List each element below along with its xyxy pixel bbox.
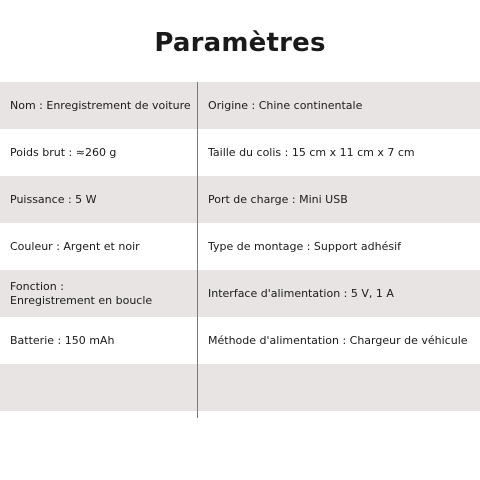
spec-weight: Poids brut : ≈260 g bbox=[10, 145, 117, 159]
spec-power: Puissance : 5 W bbox=[10, 192, 97, 206]
spec-power-method: Méthode d'alimentation : Chargeur de véhicule bbox=[208, 333, 468, 347]
table-row bbox=[0, 270, 480, 317]
table-row bbox=[0, 176, 480, 223]
spec-power-interface: Interface d'alimentation : 5 V, 1 A bbox=[208, 286, 394, 300]
spec-charge-port: Port de charge : Mini USB bbox=[208, 192, 348, 206]
spec-color: Couleur : Argent et noir bbox=[10, 239, 140, 253]
spec-name: Nom : Enregistrement de voiture bbox=[10, 98, 191, 112]
table-row bbox=[0, 223, 480, 270]
table-row bbox=[0, 364, 480, 411]
specs-table bbox=[0, 82, 480, 411]
spec-function-label: Fonction : bbox=[10, 279, 64, 293]
page-title: Paramètres bbox=[154, 28, 326, 58]
spec-function bbox=[10, 280, 195, 308]
table-row bbox=[0, 82, 480, 129]
spec-package-size: Taille du colis : 15 cm x 11 cm x 7 cm bbox=[208, 145, 415, 159]
table-row bbox=[0, 129, 480, 176]
column-divider bbox=[197, 82, 198, 418]
spec-origin: Origine : Chine continentale bbox=[208, 98, 363, 112]
spec-battery: Batterie : 150 mAh bbox=[10, 333, 115, 347]
table-row bbox=[0, 317, 480, 364]
spec-mount-type: Type de montage : Support adhésif bbox=[208, 239, 402, 253]
spec-function-value: Enregistrement en boucle bbox=[10, 293, 153, 307]
